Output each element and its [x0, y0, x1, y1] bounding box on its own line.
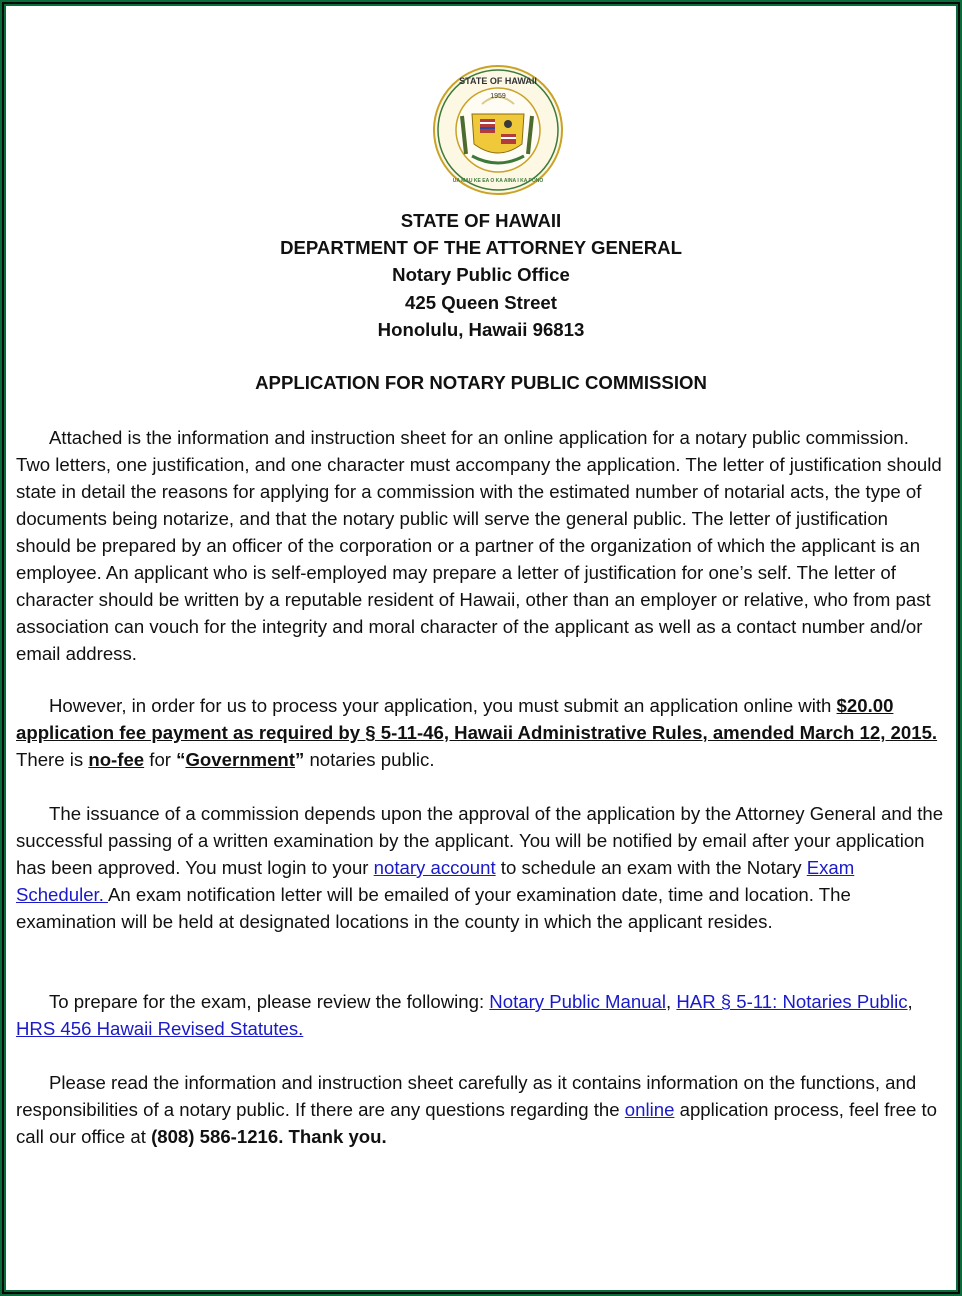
header-street: 425 Queen Street [405, 291, 557, 313]
separator-2: , [907, 991, 913, 1012]
paragraph-instructions-text: Attached is the information and instruction sheet for an online application for a notary public commission. Two letters, one justification, and one character must accompany the application. The letter of justification should state in detail the reasons for applying for a commission with the estimated number of notarial acts, the type of documents being notarize, and that the notary public will serve the general public. The letter of justification should be prepared by an officer of the corporation or a partner of the organization of which the applicant is an employee. An applicant who is self-employed may prepare a letter of justification for one’s self. The letter of character should be written by a reputable resident of Hawaii, other than an employer or relative, who from past association can vouch for the integrity and moral character of the applicant as well as a contact number and/or email address. [16, 427, 942, 664]
header-department: DEPARTMENT OF THE ATTORNEY GENERAL [280, 237, 682, 259]
paragraph-prepare [16, 988, 946, 1042]
paragraph-instructions [16, 424, 946, 667]
contact-text-1: Please read the information and instruction sheet carefully as it contains information on the functions, and responsibilities of a notary public. If there are any questions regarding the [16, 1072, 917, 1120]
svg-text:STATE OF HAWAII: STATE OF HAWAII [459, 76, 537, 86]
fee-lead-text: However, in order for us to process your application, you must submit an application online with [49, 695, 837, 716]
hrs-456-link[interactable]: HRS 456 Hawaii Revised Statutes. [16, 1018, 304, 1039]
government-text: Government [185, 749, 295, 770]
exam-text-2: to schedule an exam with the Notary [495, 857, 807, 878]
fee-tail-text: notaries public. [304, 749, 435, 770]
no-fee-text: no-fee [88, 749, 145, 770]
fee-mid-text-1: There is [16, 749, 89, 770]
contact-text-2: application process, feel free to call our office at [16, 1099, 937, 1147]
har-5-11-link[interactable]: HAR § 5-11: Notaries Public [676, 991, 908, 1012]
fee-notice: $20.00 application fee payment as required by § 5-11-46, Hawaii Administrative Rules, amended March 12, 2015. [16, 695, 938, 743]
exam-text-3: An exam notification letter will be emailed of your examination date, time and location. The examination will be held at designated locations in the county in which the applicant resides. [16, 884, 851, 932]
document-title: APPLICATION FOR NOTARY PUBLIC COMMISSION [255, 372, 707, 393]
state-of-hawaii-seal-icon [432, 64, 564, 196]
header-city: Honolulu, Hawaii 96813 [377, 318, 585, 340]
paragraph-exam [16, 800, 946, 935]
fee-mid-text-2: for [144, 749, 177, 770]
exam-scheduler-link[interactable]: Exam Scheduler. [16, 857, 855, 905]
svg-text:UA MAU KE EA O KA AINA I KA PO: UA MAU KE EA O KA AINA I KA PONO [452, 178, 544, 184]
paragraph-fee [16, 692, 946, 773]
header-state: STATE OF HAWAII [400, 210, 562, 231]
phone-thanks: (808) 586-1216. Thank you. [151, 1126, 387, 1147]
notary-account-link[interactable]: notary account [373, 857, 496, 878]
notary-public-manual-link[interactable]: Notary Public Manual [489, 991, 667, 1012]
office-header [16, 207, 946, 343]
separator-1: , [666, 991, 677, 1012]
close-quote: ” [294, 749, 305, 770]
svg-text:1959: 1959 [490, 93, 506, 100]
prepare-lead-text: To prepare for the exam, please review the following: [49, 991, 490, 1012]
online-link[interactable]: online [624, 1099, 675, 1120]
exam-text-1: The issuance of a commission depends upon the approval of the application by the Attorney General and the successful passing of a written examination by the applicant. You will be notified by email after your application has been approved. You must login to your [16, 803, 944, 878]
header-office: Notary Public Office [392, 264, 570, 286]
paragraph-contact [16, 1069, 946, 1150]
open-quote: “ [176, 749, 186, 770]
